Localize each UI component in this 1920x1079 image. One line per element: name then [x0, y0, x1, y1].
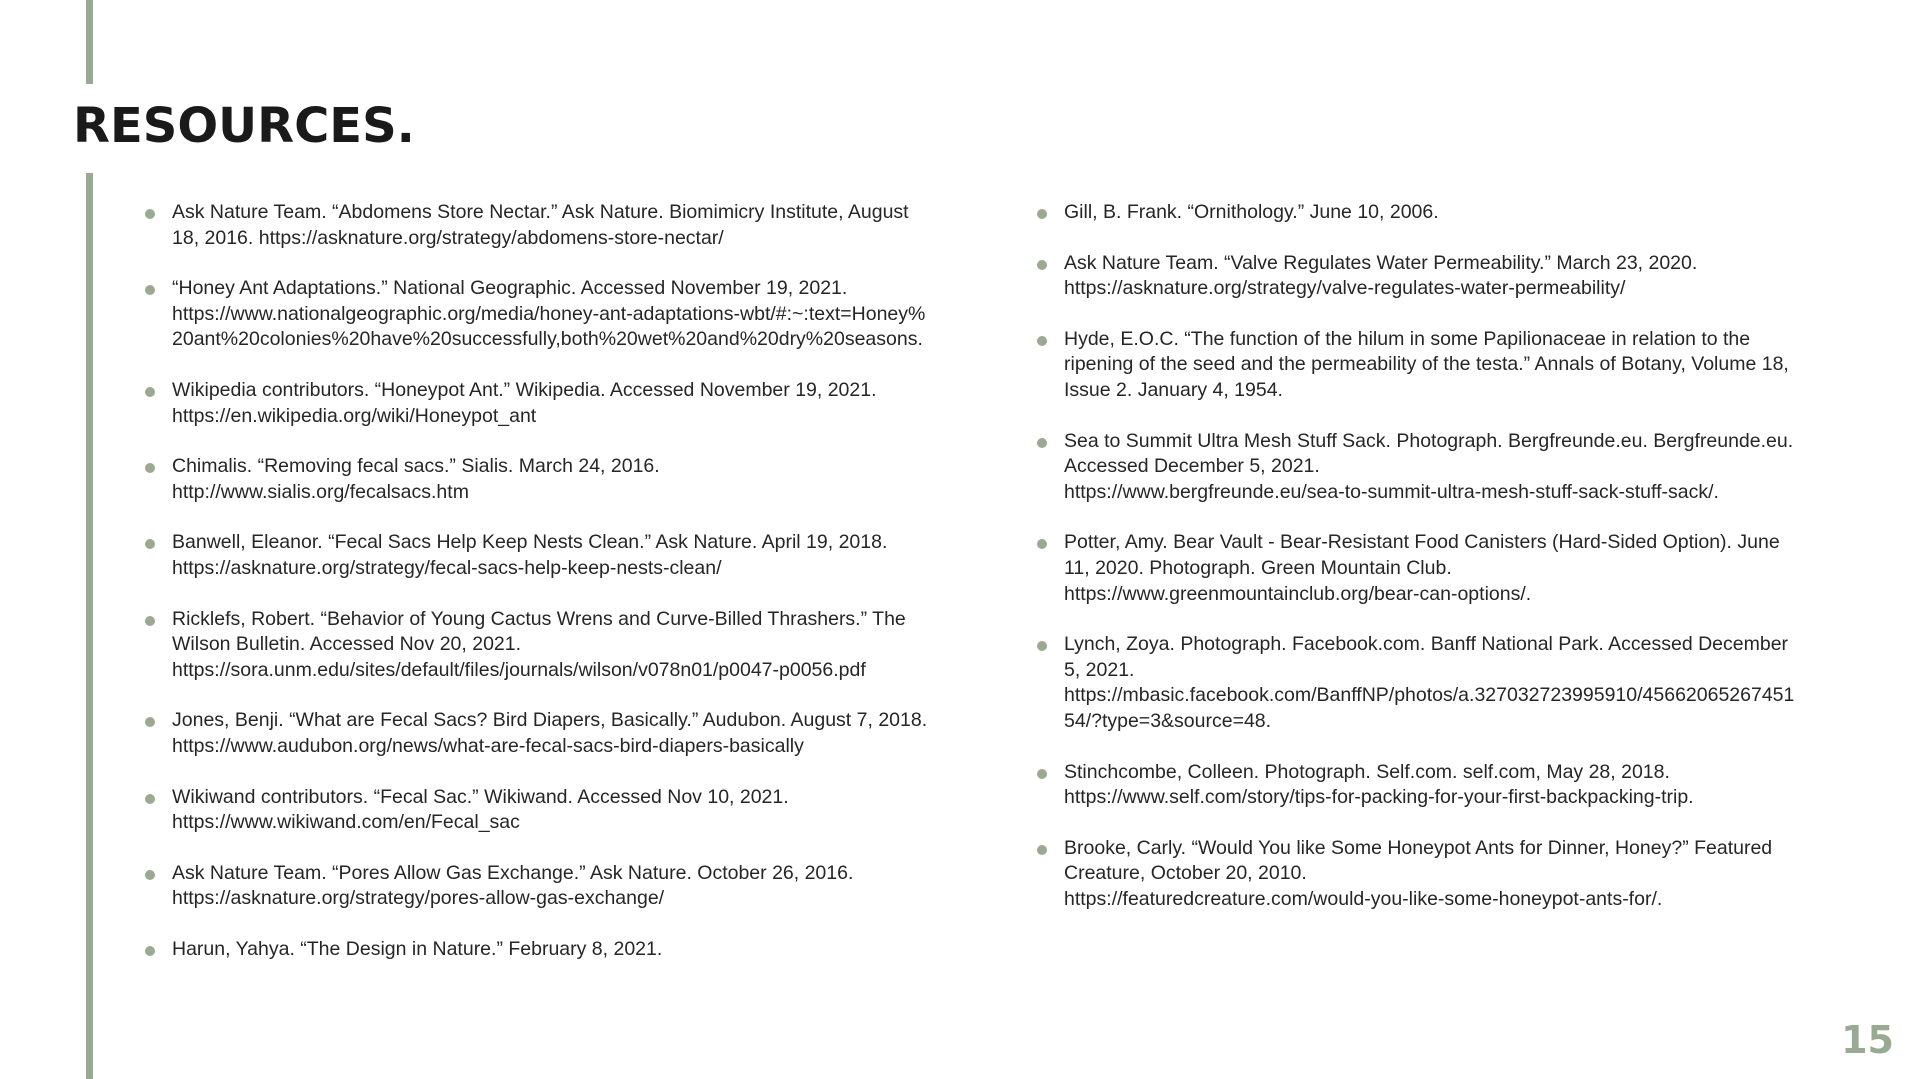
bullet-icon: [145, 870, 155, 880]
reference-item: [144, 785, 1014, 836]
bullet-icon: [145, 285, 155, 295]
bullet-icon: [145, 616, 155, 626]
bullet-icon: [1037, 769, 1047, 779]
reference-item: [1036, 836, 1876, 913]
bullet-icon: [1037, 260, 1047, 270]
reference-text: Ask Nature Team. “Abdomens Store Nectar.” Ask Nature. Biomimicry Institute, August 18, 2016. https://asknature.org/strategy/abdomens-store-nectar/: [172, 201, 909, 249]
bullet-icon: [1037, 845, 1047, 855]
reference-item: [1036, 760, 1876, 811]
reference-item: [144, 530, 1014, 581]
bullet-icon: [1037, 336, 1047, 346]
bullet-icon: [145, 387, 155, 397]
reference-text: Stinchcombe, Colleen. Photograph. Self.com. self.com, May 28, 2018. https://www.self.com/story/tips-for-packing-for-your-first-backpacking-trip.: [1064, 760, 1694, 809]
reference-item: [144, 454, 1014, 505]
reference-text: Ricklefs, Robert. “Behavior of Young Cactus Wrens and Curve-Billed Thrashers.” The Wilson Bulletin. Accessed Nov 20, 2021. https://sora.unm.edu/sites/default/files/journals/wilson/v078n01/p0047-p0056.pdf: [172, 607, 906, 681]
reference-text: Brooke, Carly. “Would You like Some Honeypot Ants for Dinner, Honey?” Featured Creature, October 20, 2010. https://featuredcreature.com/would-you-like-some-honeypot-ants-for/.: [1064, 836, 1773, 910]
reference-text: Hyde, E.O.C. “The function of the hilum in some Papilionaceae in relation to the ripening of the seed and the permeability of the testa.” Annals of Botany, Volume 18, Issue 2. January 4, 1954.: [1064, 327, 1789, 401]
reference-item: [1036, 327, 1876, 404]
reference-text: Jones, Benji. “What are Fecal Sacs? Bird Diapers, Basically.” Audubon. August 7, 2018. https://www.audubon.org/news/what-are-fecal-sacs-bird-diapers-basically: [172, 709, 928, 757]
bullet-icon: [145, 794, 155, 804]
page-number: 15: [1841, 1018, 1894, 1062]
reference-item: [144, 200, 1014, 251]
reference-item: [144, 861, 1014, 912]
reference-text: Banwell, Eleanor. “Fecal Sacs Help Keep Nests Clean.” Ask Nature. April 19, 2018. https://asknature.org/strategy/fecal-sacs-help-keep-nests-clean/: [172, 531, 888, 579]
references-right-column: [1036, 200, 1876, 937]
reference-text: Lynch, Zoya. Photograph. Facebook.com. Banff National Park. Accessed December 5, 2021. https://mbasic.facebook.com/BanffNP/photos/a.327032723995910/45662065267451 54/?type=3&source=48.: [1064, 633, 1795, 732]
reference-item: [144, 378, 1014, 429]
bullet-icon: [145, 209, 155, 219]
reference-item: [144, 937, 1014, 963]
reference-text: Wikiwand contributors. “Fecal Sac.” Wikiwand. Accessed Nov 10, 2021. https://www.wikiwand.com/en/Fecal_sac: [172, 785, 789, 834]
reference-item: [1036, 429, 1876, 506]
bullet-icon: [1037, 438, 1047, 448]
reference-text: Chimalis. “Removing fecal sacs.” Sialis. March 24, 2016. http://www.sialis.org/fecalsacs.htm: [172, 455, 660, 503]
reference-item: [144, 607, 1014, 684]
reference-item: [144, 708, 1014, 759]
reference-item: [1036, 632, 1876, 734]
reference-item: [1036, 530, 1876, 607]
bullet-icon: [1037, 539, 1047, 549]
references-left-column: [144, 200, 1014, 987]
reference-text: Potter, Amy. Bear Vault - Bear-Resistant Food Canisters (Hard-Sided Option). June 11, 2020. Photograph. Green Mountain Club. https://www.greenmountainclub.org/bear-can-options/.: [1064, 531, 1780, 605]
bullet-icon: [145, 539, 155, 549]
bullet-icon: [145, 463, 155, 473]
reference-item: [1036, 200, 1876, 226]
reference-text: Ask Nature Team. “Valve Regulates Water Permeability.” March 23, 2020. https://asknature.org/strategy/valve-regulates-water-permeability/: [1064, 251, 1698, 300]
reference-text: Harun, Yahya. “The Design in Nature.” February 8, 2021.: [172, 937, 663, 960]
bullet-icon: [1037, 209, 1047, 219]
side-accent-bar: [86, 173, 93, 1079]
page-title: RESOURCES.: [73, 98, 415, 154]
top-accent-bar: [86, 0, 93, 84]
reference-item: [144, 276, 1014, 353]
reference-text: Sea to Summit Ultra Mesh Stuff Sack. Photograph. Bergfreunde.eu. Bergfreunde.eu. Accessed December 5, 2021. https://www.bergfreunde.eu/sea-to-summit-ultra-mesh-stuff-sack-stuff-sack/.: [1064, 429, 1794, 503]
bullet-icon: [145, 946, 155, 956]
bullet-icon: [1037, 641, 1047, 651]
reference-text: Ask Nature Team. “Pores Allow Gas Exchange.” Ask Nature. October 26, 2016. https://asknature.org/strategy/pores-allow-gas-exchange/: [172, 861, 854, 910]
reference-text: Wikipedia contributors. “Honeypot Ant.” Wikipedia. Accessed November 19, 2021. https://en.wikipedia.org/wiki/Honeypot_ant: [172, 378, 877, 427]
reference-item: [1036, 251, 1876, 302]
bullet-icon: [145, 717, 155, 727]
reference-text: “Honey Ant Adaptations.” National Geographic. Accessed November 19, 2021. https://www.nationalgeographic.org/media/honey-ant-adaptations-wbt/#:~:text=Honey% 20ant%20colonies%20have%20successfully,both%20wet%20and%20dry%20seasons.: [172, 277, 926, 351]
reference-text: Gill, B. Frank. “Ornithology.” June 10, 2006.: [1064, 201, 1439, 223]
